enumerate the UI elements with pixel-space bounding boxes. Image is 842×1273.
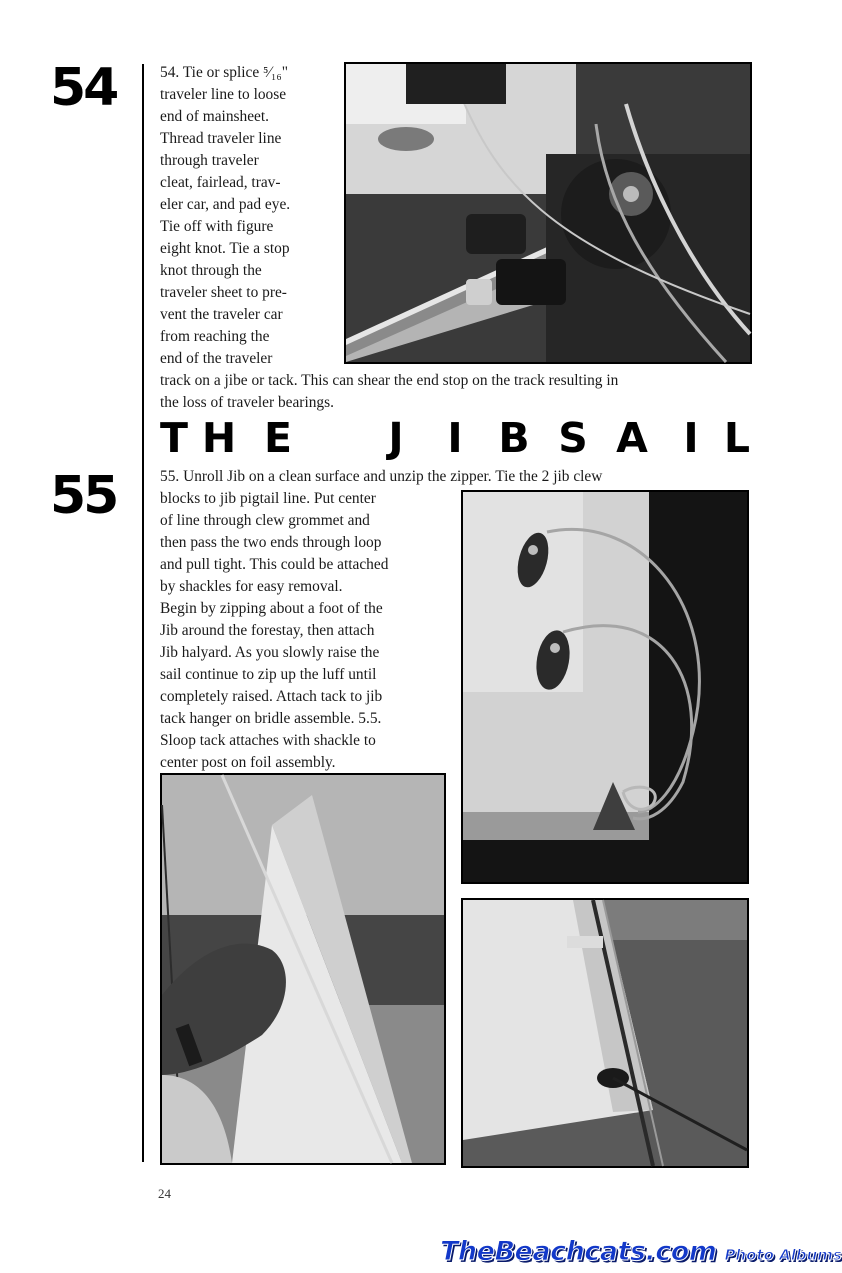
heading-letter: L bbox=[723, 414, 750, 462]
heading-letter: J bbox=[388, 414, 404, 462]
raising-jib-photo bbox=[160, 773, 446, 1165]
step-55-line: 55. Unroll Jib on a clean surface and unzip the zipper. Tie the 2 jib clew bbox=[160, 468, 603, 485]
step-54-line: 54. Tie or splice ⁵⁄₁₆" bbox=[160, 64, 288, 81]
jib-tack-photo bbox=[461, 898, 749, 1168]
step-54-line: through traveler bbox=[160, 152, 259, 169]
step-54-line: traveler line to loose bbox=[160, 86, 287, 103]
step-54-line: end of mainsheet. bbox=[160, 108, 269, 125]
step-54-line: Tie off with figure bbox=[160, 218, 274, 235]
step-54-line: end of the traveler bbox=[160, 350, 273, 367]
heading-letter: E bbox=[263, 414, 292, 462]
heading-letter: B bbox=[498, 414, 530, 462]
step-54-line: track on a jibe or tack. This can shear the end stop on the track resulting in bbox=[160, 372, 619, 389]
step-54-line: from reaching the bbox=[160, 328, 270, 345]
step-54-line: eight knot. Tie a stop bbox=[160, 240, 290, 257]
step-55-line: blocks to jib pigtail line. Put center bbox=[160, 490, 376, 507]
section-heading bbox=[160, 416, 750, 460]
step-54-line: eler car, and pad eye. bbox=[160, 196, 291, 213]
step-55-line: Sloop tack attaches with shackle to bbox=[160, 732, 376, 749]
traveler-rigging-photo bbox=[344, 62, 752, 364]
step-55-line: Begin by zipping about a foot of the bbox=[160, 600, 383, 617]
step-55-line: Jib halyard. As you slowly raise the bbox=[160, 644, 380, 661]
heading-letter: H bbox=[201, 414, 237, 462]
heading-letter: S bbox=[558, 414, 588, 462]
heading-letter: A bbox=[616, 414, 648, 462]
step-55-line: sail continue to zip up the luff until bbox=[160, 666, 377, 683]
step-number-54: 54 bbox=[50, 58, 117, 118]
step-54-line: traveler sheet to pre- bbox=[160, 284, 287, 301]
step-55-line: Jib around the forestay, then attach bbox=[160, 622, 375, 639]
heading-letter: I bbox=[683, 414, 699, 462]
jib-clew-blocks-photo bbox=[461, 490, 749, 884]
heading-letter: I bbox=[447, 414, 463, 462]
margin-rule bbox=[142, 64, 144, 1162]
page-number: 24 bbox=[158, 1186, 171, 1201]
step-55-line: by shackles for easy removal. bbox=[160, 578, 343, 595]
step-55-line: and pull tight. This could be attached bbox=[160, 556, 389, 573]
step-54-line: Thread traveler line bbox=[160, 130, 282, 147]
step-55-line: then pass the two ends through loop bbox=[160, 534, 382, 551]
step-55-line: of line through clew grommet and bbox=[160, 512, 370, 529]
step-number-55: 55 bbox=[50, 466, 117, 526]
heading-letter: T bbox=[160, 414, 188, 462]
watermark-label: Photo Albums bbox=[724, 1246, 842, 1264]
step-55-line: completely raised. Attach tack to jib bbox=[160, 688, 383, 705]
step-54-line: knot through the bbox=[160, 262, 262, 279]
site-watermark[interactable] bbox=[440, 1236, 842, 1267]
step-54-line: vent the traveler car bbox=[160, 306, 283, 323]
step-55-line: tack hanger on bridle assemble. 5.5. bbox=[160, 710, 382, 727]
watermark-site: TheBeachcats.com bbox=[440, 1236, 717, 1267]
step-54-line: the loss of traveler bearings. bbox=[160, 394, 334, 411]
step-55-line: center post on foil assembly. bbox=[160, 754, 336, 771]
step-54-line: cleat, fairlead, trav- bbox=[160, 174, 281, 191]
